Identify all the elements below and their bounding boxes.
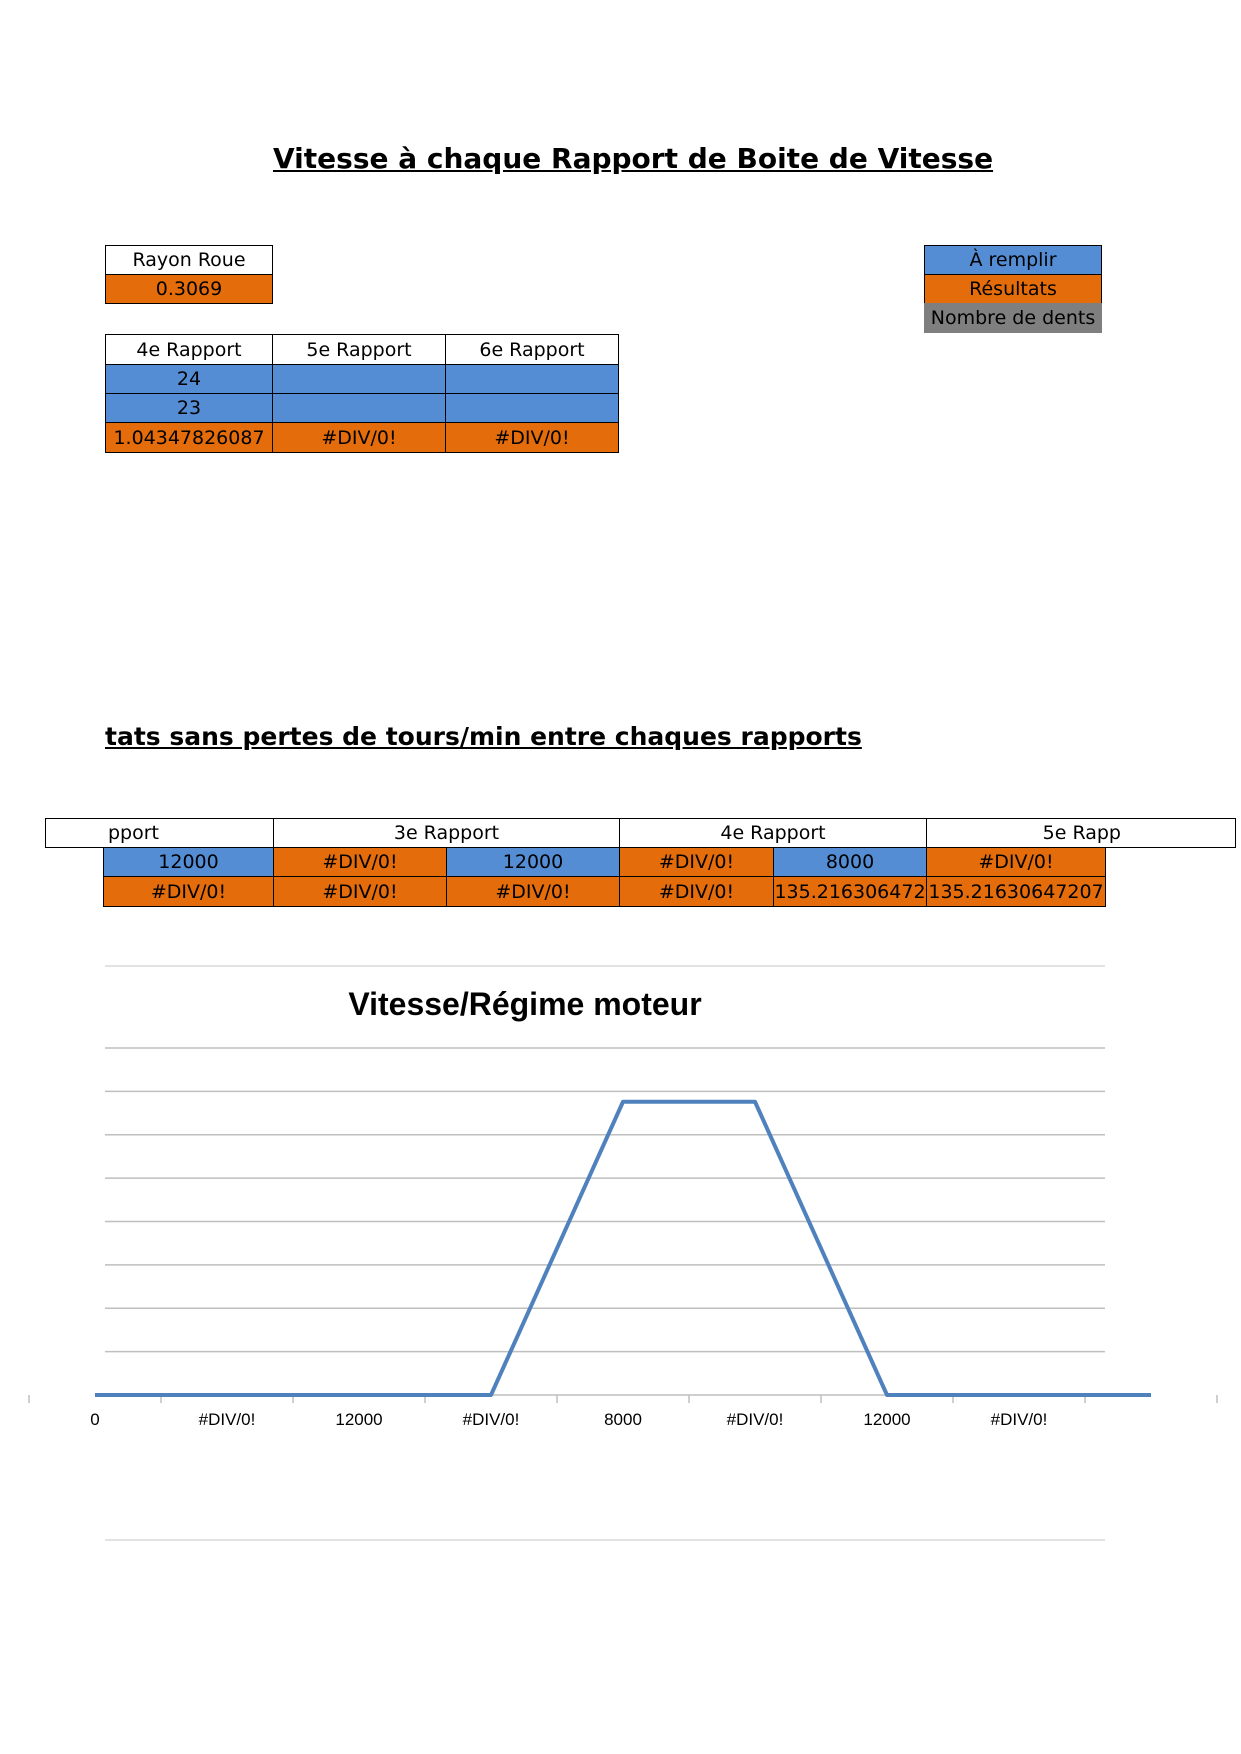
x-tick-label: 0: [90, 1410, 100, 1429]
x-tick-label: #DIV/0!: [990, 1410, 1048, 1429]
speed-header: 5e Rapp: [926, 818, 1236, 848]
ratio-cell[interactable]: 23: [105, 393, 273, 423]
rayon-label: Rayon Roue: [105, 245, 273, 275]
speed-header: pport: [45, 818, 274, 848]
speed-cell: #DIV/0!: [273, 847, 447, 877]
legend-fill: À remplir: [924, 245, 1102, 275]
x-tick-label: #DIV/0!: [726, 1410, 784, 1429]
speed-result: #DIV/0!: [619, 876, 774, 907]
ratio-cell[interactable]: [445, 364, 619, 394]
speed-cell: #DIV/0!: [926, 847, 1106, 877]
ratio-header: 5e Rapport: [272, 334, 446, 365]
ratio-cell[interactable]: [445, 393, 619, 423]
ratio-header: 4e Rapport: [105, 334, 273, 365]
speed-result: #DIV/0!: [446, 876, 620, 907]
chart-container: [90, 965, 1105, 1545]
x-tick-label: #DIV/0!: [462, 1410, 520, 1429]
legend-results: Résultats: [924, 274, 1102, 304]
line-chart: [90, 965, 1105, 1545]
ratio-result: #DIV/0!: [445, 422, 619, 453]
x-tick-label: 12000: [863, 1410, 911, 1429]
rayon-value[interactable]: 0.3069: [105, 274, 273, 304]
speed-result: #DIV/0!: [273, 876, 447, 907]
x-tick-label: 12000: [335, 1410, 383, 1429]
ratio-result: 1.04347826087: [105, 422, 273, 453]
chart-title: Vitesse/Régime moteur: [348, 986, 702, 1022]
speed-header: 3e Rapport: [273, 818, 620, 848]
speed-cell[interactable]: 8000: [773, 847, 927, 877]
speed-cell[interactable]: 12000: [446, 847, 620, 877]
ratio-cell[interactable]: 24: [105, 364, 273, 394]
speed-cell: #DIV/0!: [619, 847, 774, 877]
x-tick-label: #DIV/0!: [198, 1410, 256, 1429]
speed-header: 4e Rapport: [619, 818, 927, 848]
ratio-result: #DIV/0!: [272, 422, 446, 453]
x-tick-label: 8000: [604, 1410, 642, 1429]
speed-result: 135.21630647207: [926, 876, 1106, 907]
speed-result: #DIV/0!: [103, 876, 274, 907]
speed-result: 135.216306472: [773, 876, 927, 907]
speed-cell[interactable]: 12000: [103, 847, 274, 877]
section-title: tats sans pertes de tours/min entre chaques rapports: [105, 722, 862, 751]
speed-table: [105, 818, 1121, 910]
page-title: Vitesse à chaque Rapport de Boite de Vitesse: [273, 142, 994, 175]
ratio-header: 6e Rapport: [445, 334, 619, 365]
ratio-cell[interactable]: [272, 393, 446, 423]
ratio-cell[interactable]: [272, 364, 446, 394]
legend-teeth: Nombre de dents: [924, 303, 1102, 333]
